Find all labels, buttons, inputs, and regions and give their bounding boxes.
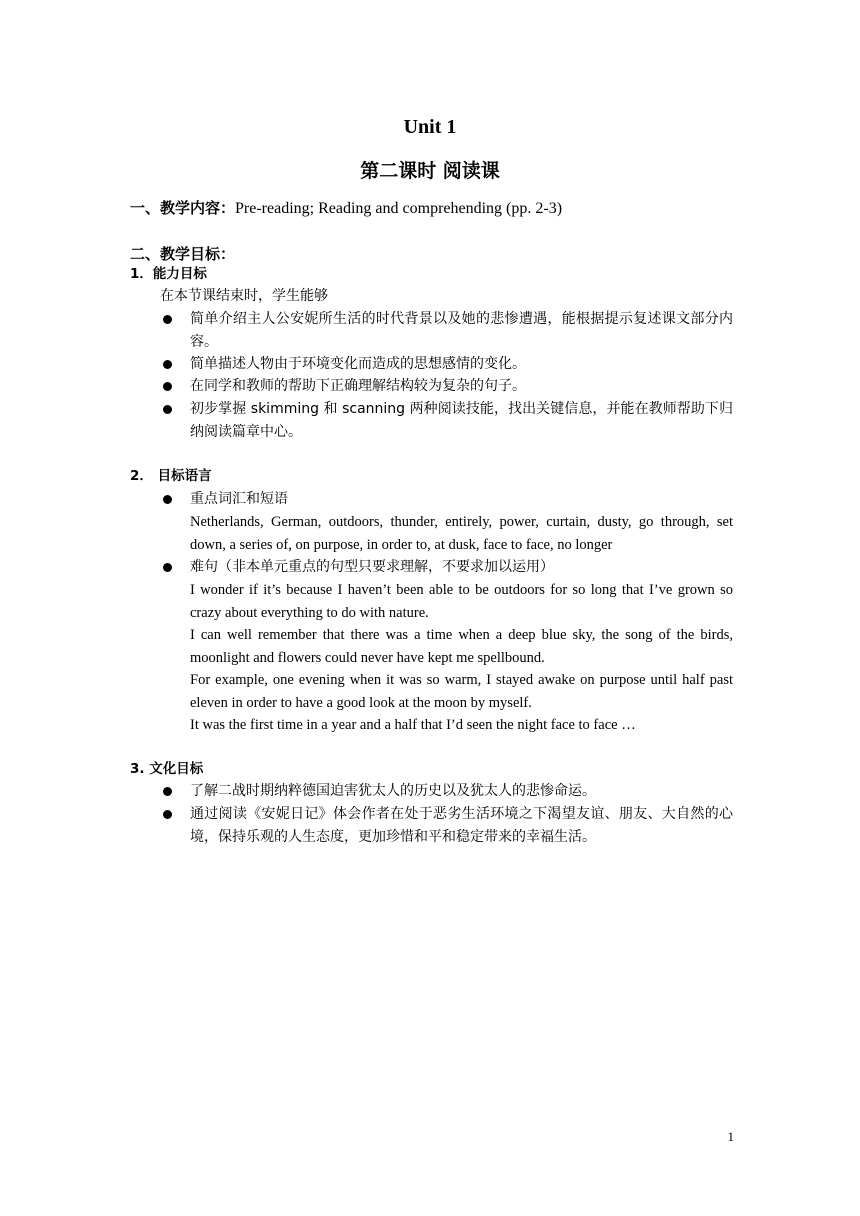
list-item-text: 难句（非本单元重点的句型只要求理解，不要求加以运用）: [190, 559, 554, 575]
difficult-sentence: It was the first time in a year and a half that I’d seen the night face to face …: [190, 717, 636, 733]
section-content: Pre-reading; Reading and comprehending (pp. 2-3): [235, 200, 563, 217]
bullet-icon: [163, 315, 172, 324]
list-item-text: 简单描述人物由于环境变化而造成的思想感情的变化。: [190, 356, 526, 372]
section-teaching-content: [130, 197, 562, 220]
section-teaching-goals: [130, 243, 235, 266]
vocabulary-text: Netherlands, German, outdoors, thunder, entirely, power, curtain, dusty, go through, set down, a series of, on purpose, in order to, at dusk, face to face, no longer: [190, 514, 733, 553]
difficult-sentence: I can well remember that there was a time when a deep blue sky, the song of the birds, moonlight and flowers could never have kept me spellbound.: [190, 627, 733, 666]
culture-goals-heading: [130, 759, 203, 780]
lesson-title: 第二课时 阅读课: [360, 160, 500, 182]
bullet-icon: [163, 495, 172, 504]
difficult-sentence: For example, one evening when it was so warm, I stayed awake on purpose until half past eleven in order to have a good look at the moon by myself.: [190, 672, 733, 711]
section-heading: 二、教学目标：: [130, 245, 236, 263]
bullet-icon: [163, 405, 172, 414]
subsection-heading: 2． 目标语言: [130, 468, 212, 484]
ability-intro: 在本节课结束时，学生能够: [160, 288, 328, 304]
target-language-heading: [130, 466, 212, 487]
bullet-icon: [163, 787, 172, 796]
bullet-icon: [163, 563, 172, 572]
list-item-text: 初步掌握 skimming 和 scanning 两种阅读技能，找出关键信息，并能在教师帮助下归纳阅读篇章中心。: [190, 401, 733, 440]
page-number: 1: [727, 1129, 734, 1144]
unit-title: Unit 1: [403, 116, 457, 138]
bullet-icon: [163, 382, 172, 391]
difficult-sentence: I wonder if it’s because I haven’t been able to be outdoors for so long that I’ve grown so crazy about everything to do with nature.: [190, 582, 733, 621]
section-heading: 一、教学内容：: [130, 199, 236, 217]
list-item-text: 重点词汇和短语: [190, 491, 288, 507]
ability-goals-heading: [130, 264, 207, 285]
subsection-heading: 1．能力目标: [130, 266, 207, 282]
bullet-icon: [163, 810, 172, 819]
list-item-text: 通过阅读《安妮日记》体会作者在处于恶劣生活环境之下渴望友谊、朋友、大自然的心境，保持乐观的人生态度，更加珍惜和平和稳定带来的幸福生活。: [190, 806, 733, 845]
list-item-text: 了解二战时期纳粹德国迫害犹太人的历史以及犹太人的悲惨命运。: [190, 783, 596, 799]
subsection-heading: 3. 文化目标: [130, 761, 204, 777]
list-item-text: 简单介绍主人公安妮所生活的时代背景以及她的悲惨遭遇，能根据提示复述课文部分内容。: [190, 311, 733, 350]
list-item-text: 在同学和教师的帮助下正确理解结构较为复杂的句子。: [190, 378, 526, 394]
bullet-icon: [163, 360, 172, 369]
